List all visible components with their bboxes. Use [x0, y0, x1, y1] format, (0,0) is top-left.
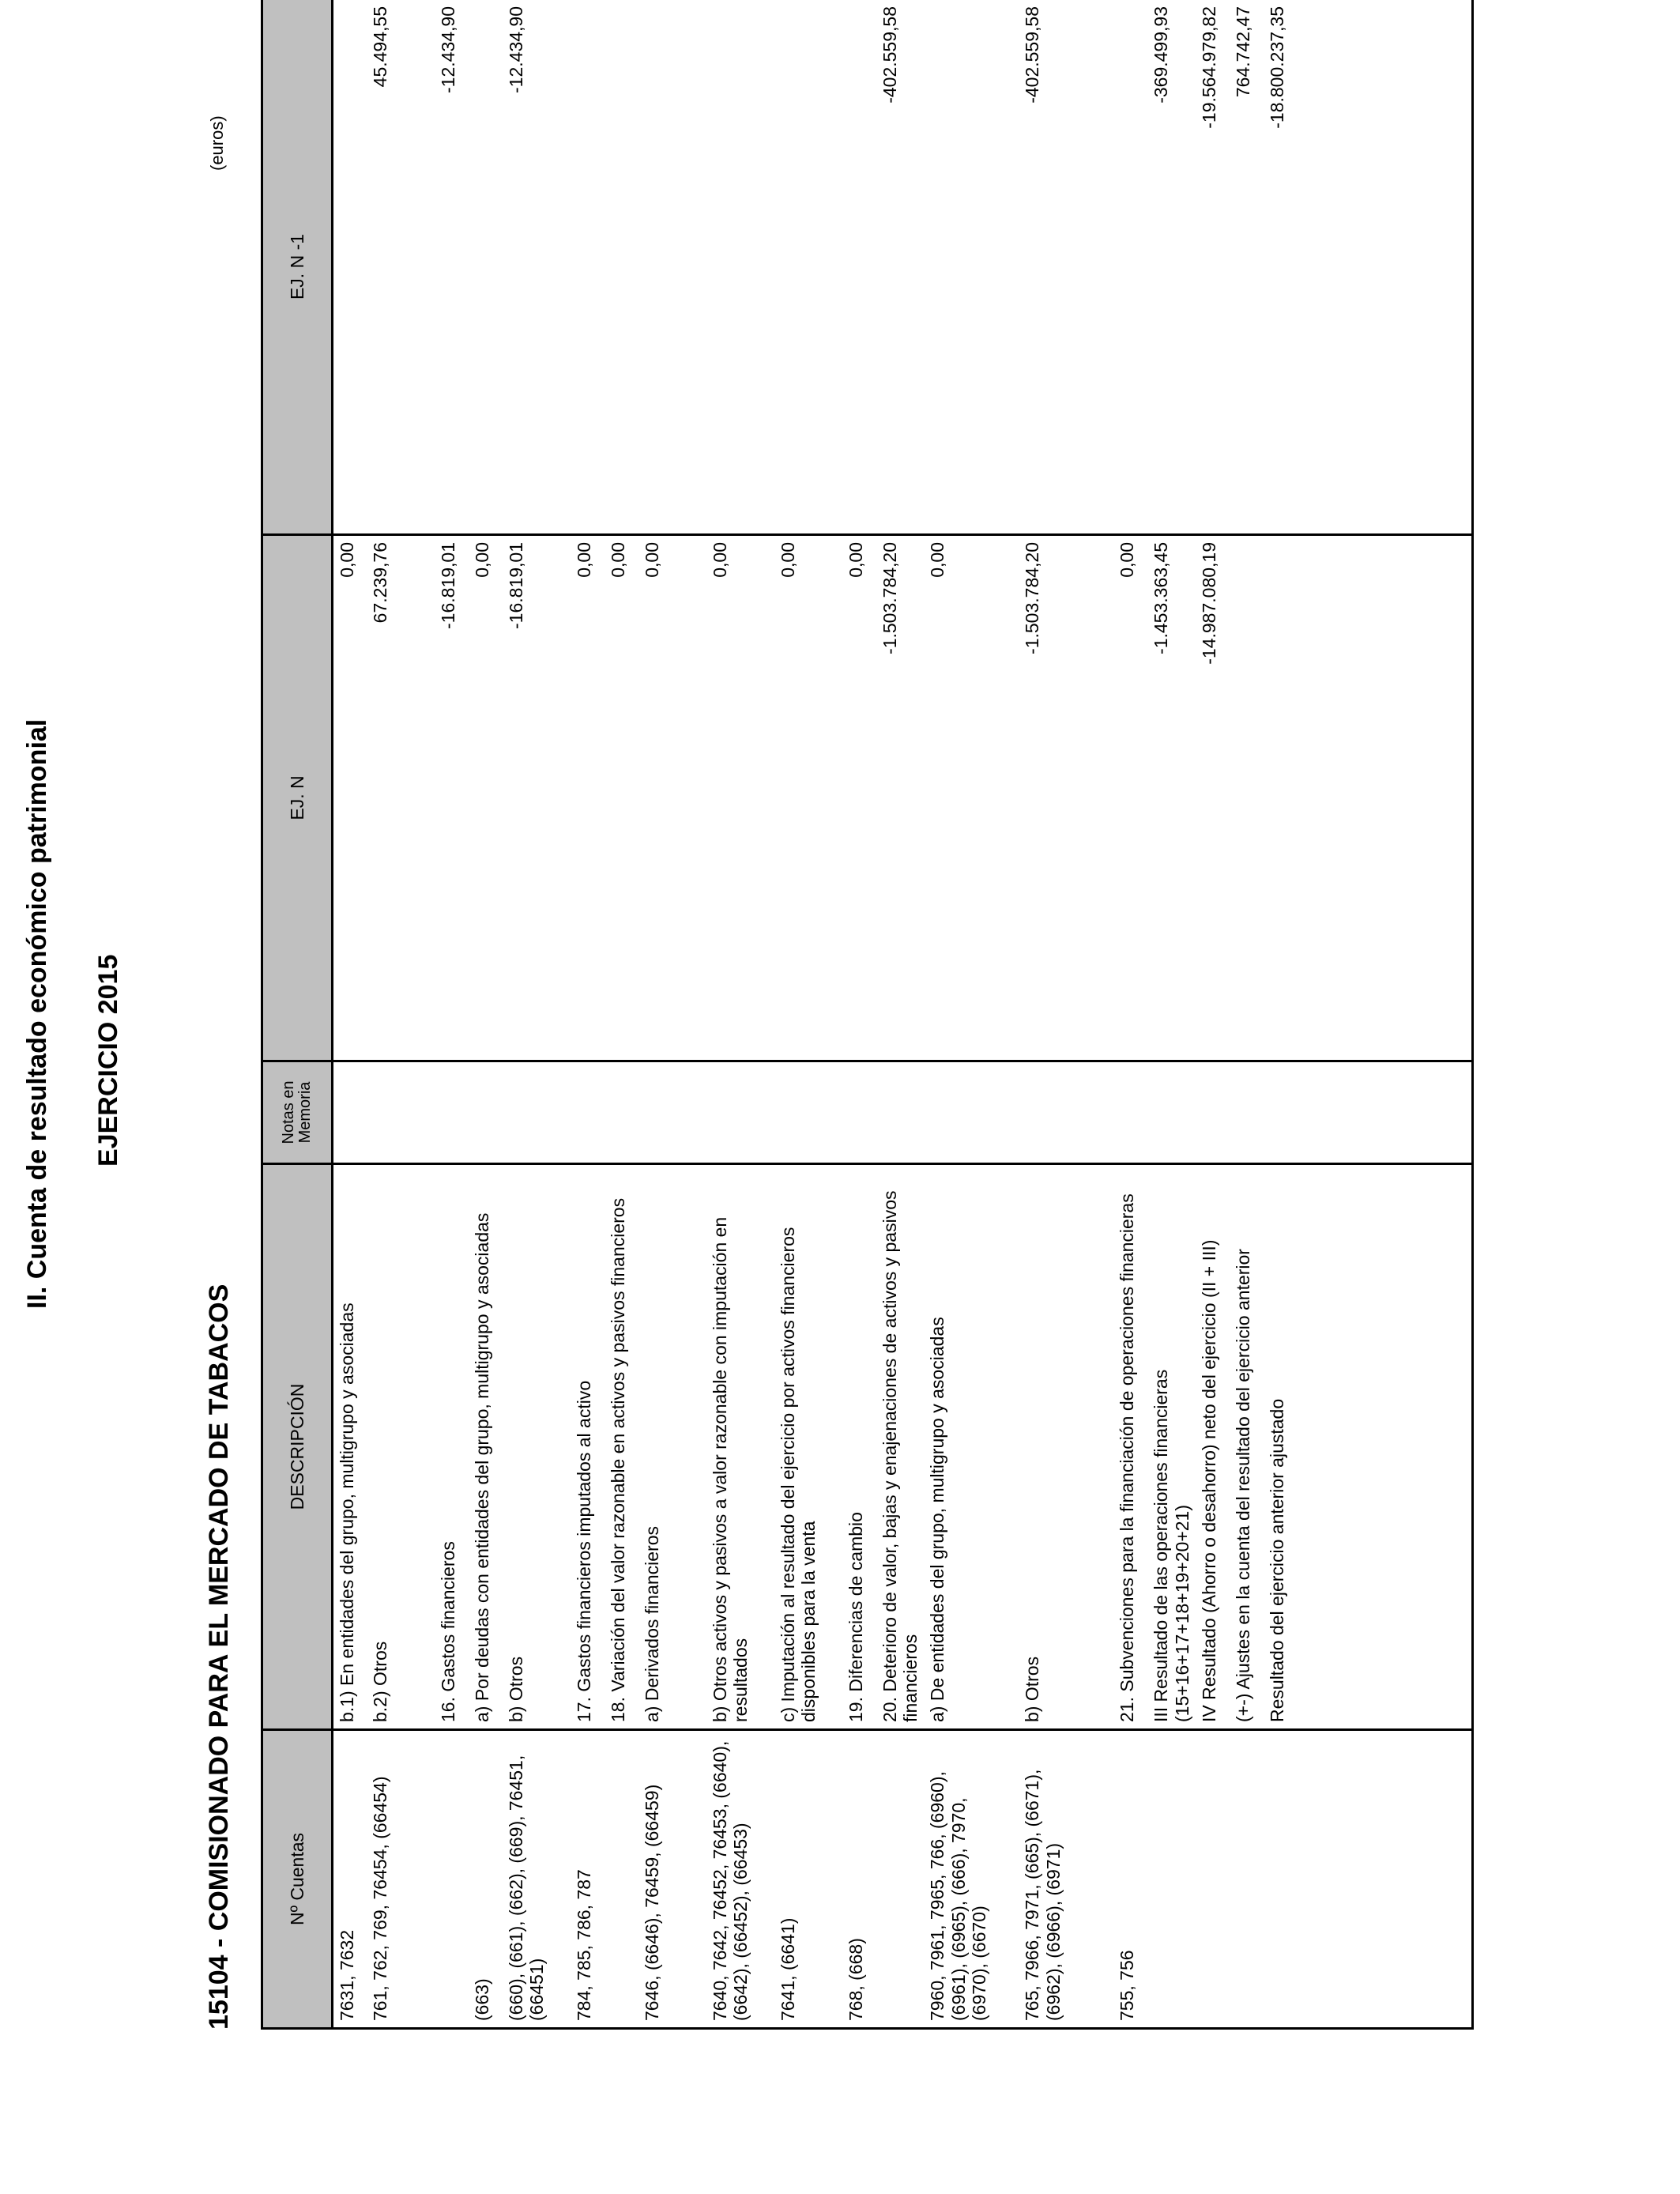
- table-row: [435, 0, 469, 2029]
- cell-descripcion: b) Otros: [503, 1164, 571, 1730]
- cell-ej-n1: -18.800.237,35: [1264, 0, 1298, 535]
- cell-ej-n1: [842, 0, 876, 535]
- cell-cuentas: 7646, (6646), 76459, (66459): [638, 1730, 706, 2029]
- cell-notas: [774, 1061, 842, 1164]
- cell-ej-n: 0,00: [924, 535, 1019, 1061]
- empty-cell: [1298, 1164, 1472, 1730]
- table-row: [706, 0, 774, 2029]
- entity-title: 15104 - COMISIONADO PARA EL MERCADO DE TABACOS: [204, 1284, 234, 2030]
- cell-ej-n: 0,00: [469, 535, 503, 1061]
- cell-ej-n1: [605, 0, 638, 535]
- cell-ej-n: 0,00: [842, 535, 876, 1061]
- table-row: [1113, 0, 1147, 2029]
- cell-cuentas: 7640, 7642, 76452, 76453, (6640), (6642), (66452), (66453): [706, 1730, 774, 2029]
- cell-descripcion: 17. Gastos financieros imputados al activo: [571, 1164, 605, 1730]
- cell-ej-n: 0,00: [571, 535, 605, 1061]
- empty-cell: [1298, 535, 1472, 1061]
- cell-descripcion: c) Imputación al resultado del ejercicio por activos financieros disponibles para la venta: [774, 1164, 842, 1730]
- cell-ej-n1: 764.742,47: [1230, 0, 1264, 535]
- table-row: [1019, 0, 1113, 2029]
- cell-notas: [333, 1061, 367, 1164]
- cell-ej-n1: [469, 0, 503, 535]
- cell-notas: [367, 1061, 435, 1164]
- cell-cuentas: 784, 785, 786, 787: [571, 1730, 605, 2029]
- cell-ej-n1: -369.499,93: [1147, 0, 1196, 535]
- cell-cuentas: (663): [469, 1730, 503, 2029]
- cell-notas: [1019, 1061, 1113, 1164]
- cell-cuentas: 765, 7966, 7971, (665), (6671), (6962), (6966), (6971): [1019, 1730, 1113, 2029]
- cell-cuentas: 7960, 7961, 7965, 766, (6960), (6961), (6965), (666), 7970, (6970), (6670): [924, 1730, 1019, 2029]
- cell-ej-n: 0,00: [706, 535, 774, 1061]
- header-cuentas: Nº Cuentas: [262, 1730, 333, 2029]
- cell-descripcion: 16. Gastos financieros: [435, 1164, 469, 1730]
- header-ej-n: EJ. N: [262, 535, 333, 1061]
- cell-cuentas: [876, 1730, 925, 2029]
- cell-ej-n1: -12.434,90: [503, 0, 571, 535]
- table-row: [876, 0, 925, 2029]
- cell-descripcion: 20. Deterioro de valor, bajas y enajenaciones de activos y pasivos financieros: [876, 1164, 925, 1730]
- table-row: [503, 0, 571, 2029]
- cell-descripcion: 19. Diferencias de cambio: [842, 1164, 876, 1730]
- cell-notas: [876, 1061, 925, 1164]
- table-row: [774, 0, 842, 2029]
- cell-ej-n: 67.239,76: [367, 535, 435, 1061]
- exercise-title: EJERCICIO 2015: [93, 954, 123, 1167]
- cell-notas: [1264, 1061, 1298, 1164]
- cell-cuentas: [1196, 1730, 1230, 2029]
- table-header-row: [262, 0, 333, 2029]
- cell-notas: [842, 1061, 876, 1164]
- table-row: [638, 0, 706, 2029]
- cell-ej-n1: -12.434,90: [435, 0, 469, 535]
- cell-descripcion: Resultado del ejercicio anterior ajustado: [1264, 1164, 1298, 1730]
- header-descripcion: DESCRIPCIÓN: [262, 1164, 333, 1730]
- cell-ej-n1: -402.559,58: [876, 0, 925, 535]
- header-ej-n1: EJ. N -1: [262, 0, 333, 535]
- cell-descripcion: IV Resultado (Ahorro o desahorro) neto del ejercicio (II + III): [1196, 1164, 1230, 1730]
- cell-cuentas: (660), (661), (662), (669), 76451, (66451): [503, 1730, 571, 2029]
- cell-descripcion: b.2) Otros: [367, 1164, 435, 1730]
- table-body: [333, 0, 1473, 2029]
- results-table: [261, 0, 1474, 2030]
- table-row: [605, 0, 638, 2029]
- units-label: (euros): [207, 115, 227, 171]
- empty-cell: [1298, 1730, 1472, 2029]
- cell-ej-n1: [638, 0, 706, 535]
- cell-ej-n: 0,00: [605, 535, 638, 1061]
- cell-cuentas: [435, 1730, 469, 2029]
- cell-ej-n1: [774, 0, 842, 535]
- section-title: II. Cuenta de resultado económico patrimonial: [22, 718, 52, 1309]
- table-row: [1264, 0, 1298, 2029]
- cell-ej-n1: -402.559,58: [1019, 0, 1113, 535]
- cell-ej-n: 0,00: [1113, 535, 1147, 1061]
- cell-cuentas: [1230, 1730, 1264, 2029]
- cell-cuentas: 7641, (6641): [774, 1730, 842, 2029]
- cell-descripcion: b) Otros activos y pasivos a valor razonable con imputación en resultados: [706, 1164, 774, 1730]
- cell-descripcion: 21. Subvenciones para la financiación de operaciones financieras: [1113, 1164, 1147, 1730]
- cell-notas: [435, 1061, 469, 1164]
- empty-cell: [1298, 1061, 1472, 1164]
- cell-notas: [638, 1061, 706, 1164]
- cell-ej-n: 0,00: [774, 535, 842, 1061]
- cell-descripcion: b) Otros: [1019, 1164, 1113, 1730]
- table-row: [571, 0, 605, 2029]
- empty-cell: [1298, 0, 1472, 535]
- cell-notas: [1230, 1061, 1264, 1164]
- cell-ej-n: -1.453.363,45: [1147, 535, 1196, 1061]
- cell-cuentas: 761, 762, 769, 76454, (66454): [367, 1730, 435, 2029]
- table-row: [1230, 0, 1264, 2029]
- cell-cuentas: 7631, 7632: [333, 1730, 367, 2029]
- cell-ej-n: -14.987.080,19: [1196, 535, 1230, 1061]
- cell-cuentas: 768, (668): [842, 1730, 876, 2029]
- cell-notas: [1113, 1061, 1147, 1164]
- cell-ej-n1: [1113, 0, 1147, 535]
- cell-notas: [571, 1061, 605, 1164]
- cell-descripcion: a) Derivados financieros: [638, 1164, 706, 1730]
- table-row: [367, 0, 435, 2029]
- cell-descripcion: a) De entidades del grupo, multigrupo y asociadas: [924, 1164, 1019, 1730]
- table-row: [842, 0, 876, 2029]
- cell-ej-n: -16.819,01: [435, 535, 469, 1061]
- cell-cuentas: [605, 1730, 638, 2029]
- header-notas: Notas en Memoria: [262, 1061, 333, 1164]
- table-row: [469, 0, 503, 2029]
- cell-descripcion: III Resultado de las operaciones financieras (15+16+17+18+19+20+21): [1147, 1164, 1196, 1730]
- table-filler-row: [1298, 0, 1472, 2029]
- cell-ej-n: -1.503.784,20: [876, 535, 925, 1061]
- cell-ej-n: -16.819,01: [503, 535, 571, 1061]
- cell-descripcion: 18. Variación del valor razonable en activos y pasivos financieros: [605, 1164, 638, 1730]
- cell-notas: [924, 1061, 1019, 1164]
- cell-descripcion: a) Por deudas con entidades del grupo, multigrupo y asociadas: [469, 1164, 503, 1730]
- cell-notas: [1196, 1061, 1230, 1164]
- table-row: [1147, 0, 1196, 2029]
- cell-notas: [1147, 1061, 1196, 1164]
- cell-ej-n1: [333, 0, 367, 535]
- cell-ej-n1: [924, 0, 1019, 535]
- cell-notas: [469, 1061, 503, 1164]
- table-row: [924, 0, 1019, 2029]
- table-row: [1196, 0, 1230, 2029]
- cell-ej-n: 0,00: [638, 535, 706, 1061]
- cell-ej-n1: -19.564.979,82: [1196, 0, 1230, 535]
- cell-ej-n: [1230, 535, 1264, 1061]
- table-row: [333, 0, 367, 2029]
- cell-descripcion: (+-) Ajustes en la cuenta del resultado del ejercicio anterior: [1230, 1164, 1264, 1730]
- cell-notas: [706, 1061, 774, 1164]
- cell-descripcion: b.1) En entidades del grupo, multigrupo y asociadas: [333, 1164, 367, 1730]
- cell-ej-n: -1.503.784,20: [1019, 535, 1113, 1061]
- cell-ej-n1: 45.494,55: [367, 0, 435, 535]
- cell-ej-n1: [706, 0, 774, 535]
- cell-cuentas: [1147, 1730, 1196, 2029]
- cell-cuentas: [1264, 1730, 1298, 2029]
- cell-ej-n: [1264, 535, 1298, 1061]
- cell-ej-n1: [571, 0, 605, 535]
- cell-cuentas: 755, 756: [1113, 1730, 1147, 2029]
- cell-notas: [605, 1061, 638, 1164]
- cell-notas: [503, 1061, 571, 1164]
- cell-ej-n: 0,00: [333, 535, 367, 1061]
